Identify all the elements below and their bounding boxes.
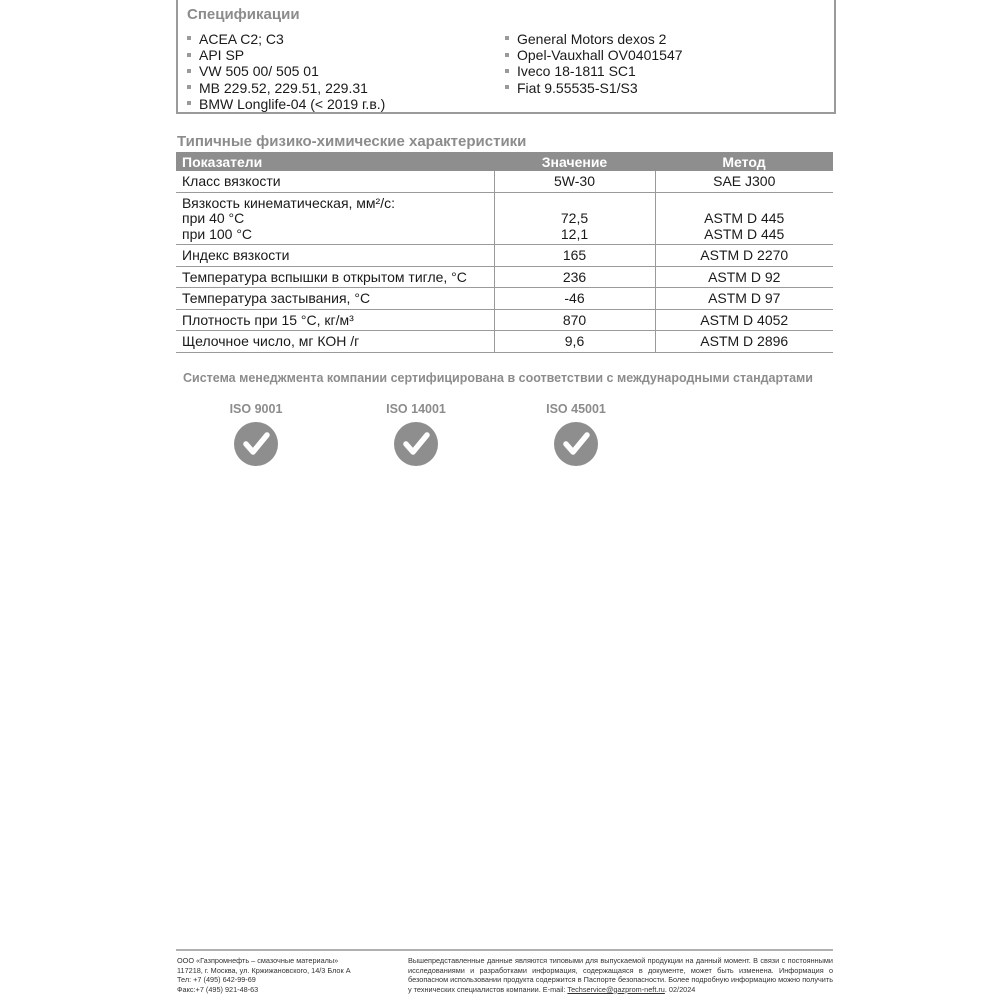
spec-item: MB 229.52, 229.51, 229.31 <box>187 80 385 96</box>
properties-table <box>176 152 833 353</box>
header-method: Метод <box>655 152 833 171</box>
table-row: Температура вспышки в открытом тигле, °С 236 ASTM D 92 <box>176 266 833 288</box>
spec-item: General Motors dexos 2 <box>505 31 683 47</box>
specifications-list-right <box>505 31 683 96</box>
specifications-box <box>176 0 836 114</box>
bullet-icon <box>505 85 509 89</box>
certification-title: Система менеджмента компании сертифицирована в соответствии с международными стандартами <box>183 371 813 385</box>
spec-item: VW 505 00/ 505 01 <box>187 63 385 79</box>
bullet-icon <box>187 36 191 40</box>
spec-item: Fiat 9.55535-S1/S3 <box>505 80 683 96</box>
bullet-icon <box>505 36 509 40</box>
footer-address: 117218, г. Москва, ул. Кржижановского, 14/3 Блок А <box>177 965 351 975</box>
bullet-icon <box>187 101 191 105</box>
table-row: Индекс вязкости 165 ASTM D 2270 <box>176 245 833 267</box>
cert-iso-45001 <box>536 402 616 466</box>
table-row: Щелочное число, мг КОН /г 9,6 ASTM D 2896 <box>176 331 833 353</box>
bullet-icon <box>187 69 191 73</box>
footer-email-link[interactable]: Techservice@gazprom-neft.ru <box>567 984 665 994</box>
footer-fax: Факс:+7 (495) 921-48-63 <box>177 984 259 994</box>
table-row: Вязкость кинематическая, мм²/с: при 40 °С при 100 °С 72,5 12,1 ASTM D 445 ASTM D 445 <box>176 192 833 245</box>
spec-item: API SP <box>187 47 385 63</box>
bullet-icon <box>187 53 191 57</box>
footer-divider <box>176 949 833 951</box>
checkmark-circle-icon <box>234 422 278 466</box>
footer-contacts <box>177 956 351 994</box>
spec-item: Opel-Vauxhall OV0401547 <box>505 47 683 63</box>
table-row: Класс вязкости 5W-30 SAE J300 <box>176 171 833 192</box>
bullet-icon <box>505 53 509 57</box>
cert-label: ISO 45001 <box>546 402 606 416</box>
cert-label: ISO 14001 <box>386 402 446 416</box>
properties-title: Типичные физико-химические характеристики <box>177 133 527 150</box>
cert-iso-14001 <box>376 402 456 466</box>
header-parameter: Показатели <box>176 152 494 171</box>
table-row: Температура застывания, °С -46 ASTM D 97 <box>176 288 833 310</box>
table-header-row <box>176 152 833 171</box>
bullet-icon <box>505 69 509 73</box>
specifications-title: Спецификации <box>187 6 300 23</box>
footer-company: ООО «Газпромнефть – смазочные материалы» <box>177 956 339 965</box>
header-value: Значение <box>494 152 655 171</box>
bullet-icon <box>187 85 191 89</box>
spec-item: BMW Longlife-04 (< 2019 г.в.) <box>187 96 385 112</box>
cert-iso-9001 <box>216 402 296 466</box>
table-row: Плотность при 15 °С, кг/м³ 870 ASTM D 4052 <box>176 309 833 331</box>
spec-item: ACEA C2; C3 <box>187 31 385 47</box>
spec-item: Iveco 18-1811 SC1 <box>505 63 683 79</box>
specifications-list-left <box>187 31 385 112</box>
checkmark-circle-icon <box>394 422 438 466</box>
cert-label: ISO 9001 <box>229 402 283 416</box>
footer-disclaimer: Вышепредставленные данные являются типовыми для выпускаемой продукции на данный момент. В связи с постоянными исследованиями и разработками информация, содержащаяся в документе, может быть изменена. Информация о безопасном использовании продукта содержится в Паспорте безопасности. Более подробную информацию можно получить у технических специалистов компании. E-mail: Techservice@gazprom-neft.ru. 02/2024 <box>408 956 833 994</box>
footer-phone: Тел: +7 (495) 642-99-69 <box>177 975 256 985</box>
checkmark-circle-icon <box>554 422 598 466</box>
